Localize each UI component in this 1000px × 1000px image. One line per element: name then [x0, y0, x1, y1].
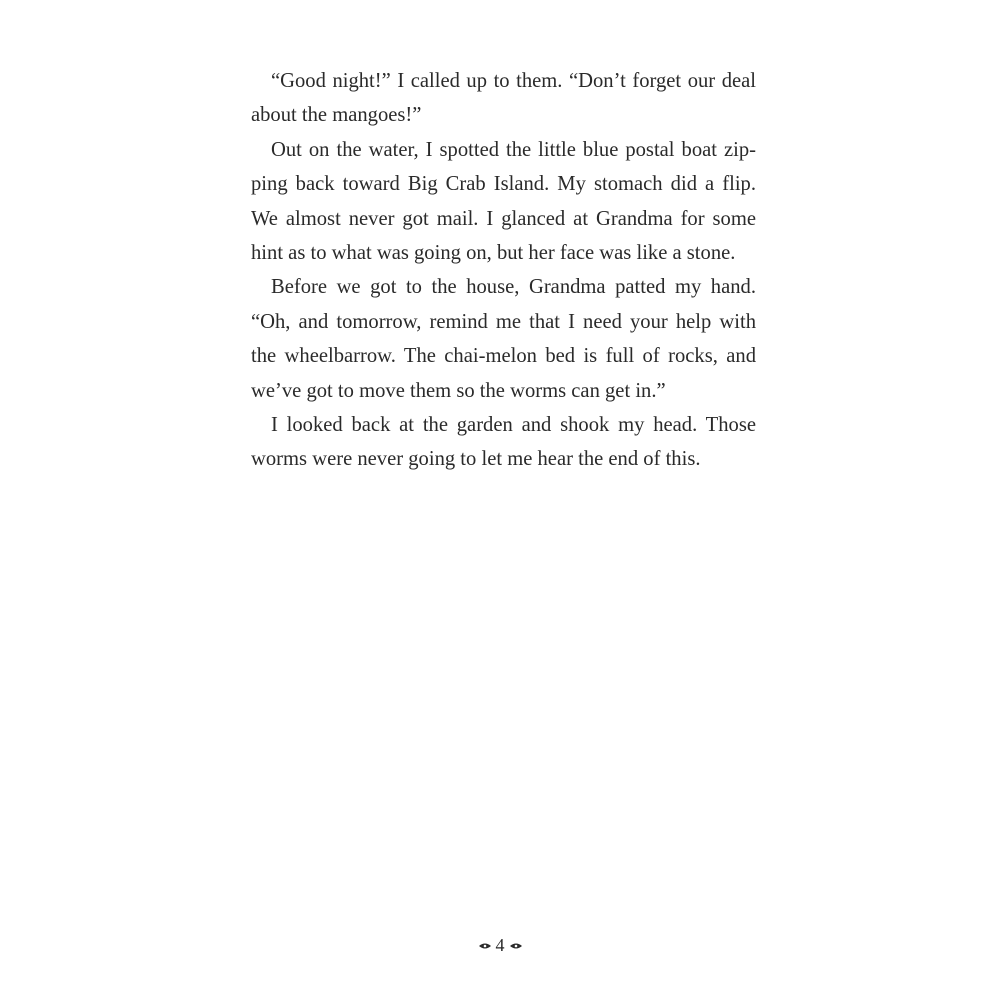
page-footer — [0, 930, 1000, 960]
text-line: ping back toward Big Crab Island. My stomach did a flip. — [251, 173, 756, 196]
paragraph — [251, 270, 756, 408]
page-number: 4 — [495, 935, 505, 955]
ornament-right-icon — [509, 942, 523, 950]
paragraph — [251, 64, 756, 133]
paragraph — [251, 133, 756, 271]
body-text — [251, 64, 756, 477]
text-line: We almost never got mail. I glanced at Grandma for some — [251, 207, 756, 230]
text-line: Out on the water, I spotted the little blue postal boat zip- — [271, 138, 756, 161]
text-line: “Oh, and tomorrow, remind me that I need your help with — [251, 310, 756, 333]
text-line: the wheelbarrow. The chai-melon bed is full of rocks, and — [251, 345, 756, 368]
text-line: about the mangoes!” — [251, 104, 422, 127]
text-line: “Good night!” I called up to them. “Don’t forget our deal — [271, 70, 756, 92]
paragraph — [251, 408, 756, 477]
text-line: we’ve got to move them so the worms can get in.” — [251, 379, 666, 402]
text-line: Before we got to the house, Grandma patted my hand. — [271, 276, 756, 299]
ornament-left-icon — [478, 942, 492, 950]
text-line: hint as to what was going on, but her face was like a stone. — [251, 241, 736, 264]
text-line: worms were never going to let me hear the end of this. — [251, 448, 701, 471]
text-line: I looked back at the garden and shook my head. Those — [271, 413, 756, 436]
